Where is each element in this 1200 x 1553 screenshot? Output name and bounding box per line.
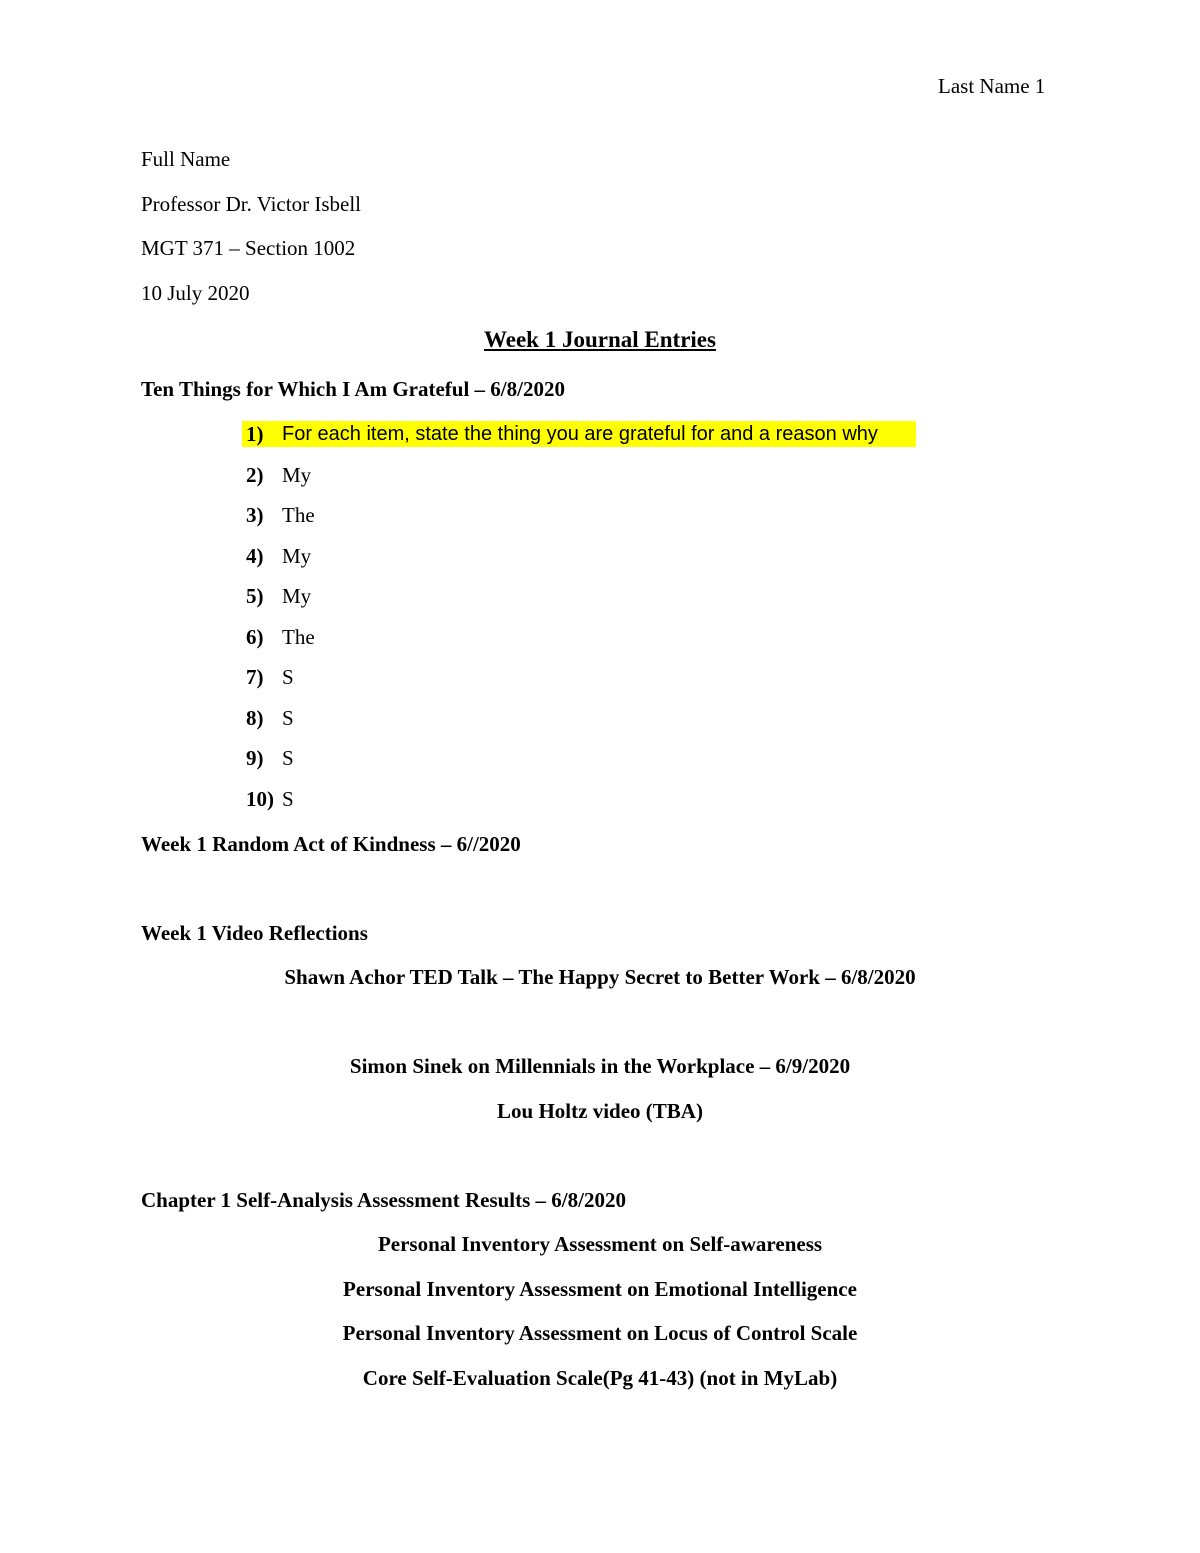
list-number: 9): [246, 746, 264, 770]
list-text: S: [282, 787, 294, 811]
assessment-entry: Core Self-Evaluation Scale(Pg 41-43) (not in MyLab): [362, 1366, 838, 1390]
video-entry: Simon Sinek on Millennials in the Workplace – 6/9/2020: [349, 1054, 851, 1078]
list-number: 4): [246, 544, 264, 568]
document-date: 10 July 2020: [141, 281, 250, 305]
list-number: 10): [246, 787, 274, 811]
list-number: 7): [246, 665, 264, 689]
list-number: 5): [246, 584, 264, 608]
list-text: The: [282, 503, 315, 527]
assessment-entry: Personal Inventory Assessment on Self-awareness: [377, 1232, 823, 1256]
list-text: The: [282, 625, 315, 649]
list-text: My: [282, 544, 312, 568]
videos-heading: Week 1 Video Reflections: [141, 921, 368, 945]
list-number: 8): [246, 706, 264, 730]
page-title: Week 1 Journal Entries: [484, 327, 716, 352]
running-head: Last Name 1: [938, 74, 1046, 98]
list-text: S: [282, 706, 294, 730]
assessment-heading: Chapter 1 Self-Analysis Assessment Results – 6/8/2020: [141, 1188, 626, 1212]
list-text: S: [282, 746, 294, 770]
video-entry: Shawn Achor TED Talk – The Happy Secret to Better Work – 6/8/2020: [284, 965, 916, 989]
assessment-entry: Personal Inventory Assessment on Emotional Intelligence: [343, 1277, 857, 1301]
list-text: For each item, state the thing you are grateful for and a reason why: [282, 423, 878, 445]
list-number: 1): [246, 422, 264, 446]
list-text: S: [282, 665, 294, 689]
assessment-entry: Personal Inventory Assessment on Locus of Control Scale: [342, 1321, 858, 1345]
list-number: 6): [246, 625, 264, 649]
video-entry: Lou Holtz video (TBA): [497, 1099, 703, 1123]
list-number: 3): [246, 503, 264, 527]
course-section: MGT 371 – Section 1002: [141, 236, 356, 260]
student-name: Full Name: [141, 147, 231, 171]
list-text: My: [282, 584, 312, 608]
list-number: 2): [246, 463, 264, 487]
gratitude-heading: Ten Things for Which I Am Grateful – 6/8/2020: [141, 377, 565, 401]
list-text: My: [282, 463, 312, 487]
kindness-heading: Week 1 Random Act of Kindness – 6//2020: [141, 832, 521, 856]
professor-name: Professor Dr. Victor Isbell: [141, 192, 361, 216]
